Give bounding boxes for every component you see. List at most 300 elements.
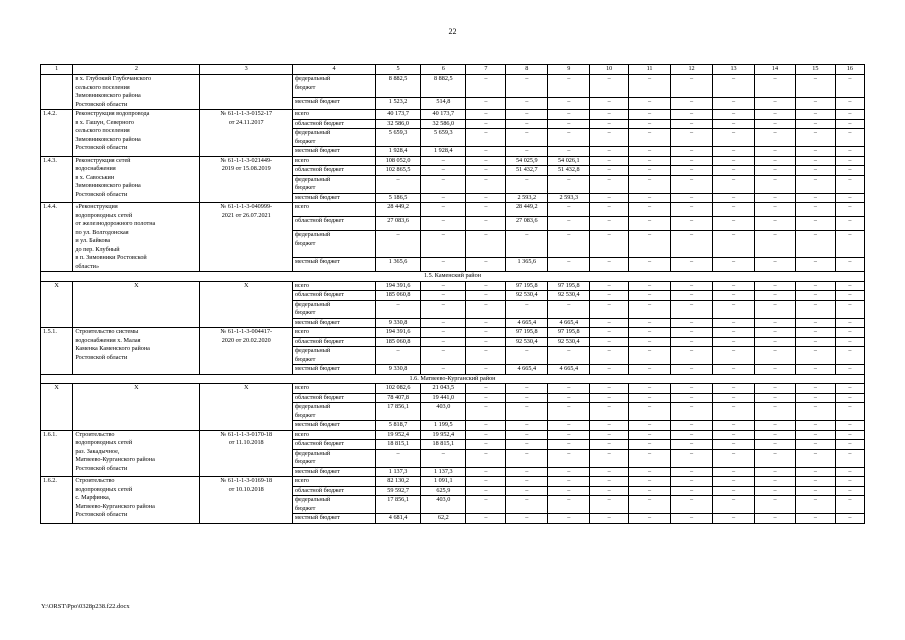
- amount-cell: –: [506, 175, 548, 193]
- amount-cell: –: [629, 156, 671, 166]
- amount-cell: –: [466, 328, 506, 338]
- amount-cell: –: [590, 217, 629, 231]
- amount-cell: –: [421, 337, 466, 347]
- amount-cell: –: [629, 203, 671, 217]
- amount-cell: –: [835, 97, 864, 109]
- amount-cell: –: [506, 421, 548, 431]
- amount-cell: –: [755, 166, 796, 176]
- amount-cell: –: [835, 231, 864, 258]
- amount-cell: –: [713, 514, 755, 524]
- amount-cell: –: [590, 300, 629, 318]
- funding-source: всего: [293, 328, 376, 338]
- amount-cell: –: [548, 421, 590, 431]
- amount-cell: –: [795, 318, 835, 328]
- amount-cell: –: [713, 393, 755, 403]
- amount-cell: –: [506, 347, 548, 365]
- amount-cell: 194 391,6: [375, 328, 420, 338]
- amount-cell: –: [375, 231, 420, 258]
- financing-table: [40, 64, 865, 524]
- amount-cell: –: [795, 486, 835, 496]
- amount-cell: 403,0: [421, 403, 466, 421]
- item-document: № 61-1-1-3-0169-18 от 10.10.2018: [200, 477, 293, 524]
- amount-cell: –: [755, 430, 796, 440]
- amount-cell: –: [466, 97, 506, 109]
- amount-cell: –: [629, 384, 671, 394]
- amount-cell: –: [835, 403, 864, 421]
- amount-cell: –: [713, 477, 755, 487]
- amount-cell: –: [795, 477, 835, 487]
- amount-cell: 1 091,1: [421, 477, 466, 487]
- amount-cell: –: [835, 318, 864, 328]
- amount-cell: –: [421, 217, 466, 231]
- funding-source: федеральный бюджет: [293, 75, 376, 98]
- amount-cell: –: [835, 421, 864, 431]
- amount-cell: –: [466, 217, 506, 231]
- funding-source: федеральный бюджет: [293, 403, 376, 421]
- amount-cell: –: [506, 393, 548, 403]
- funding-source: всего: [293, 477, 376, 487]
- amount-cell: –: [755, 193, 796, 203]
- amount-cell: –: [590, 403, 629, 421]
- amount-cell: –: [466, 440, 506, 450]
- column-number: 6: [421, 65, 466, 75]
- amount-cell: –: [590, 166, 629, 176]
- amount-cell: –: [375, 347, 420, 365]
- amount-cell: –: [755, 75, 796, 98]
- amount-cell: 9 330,8: [375, 365, 420, 375]
- amount-cell: 194 391,6: [375, 281, 420, 291]
- amount-cell: –: [466, 147, 506, 157]
- amount-cell: –: [629, 467, 671, 477]
- item-name: Строительство водопроводных сетей с. Марфинка, Матвеево-Курганского района Ростовской области: [73, 477, 200, 524]
- amount-cell: –: [466, 300, 506, 318]
- amount-cell: –: [713, 496, 755, 514]
- amount-cell: –: [466, 75, 506, 98]
- column-number: 5: [375, 65, 420, 75]
- amount-cell: –: [421, 166, 466, 176]
- amount-cell: –: [590, 110, 629, 120]
- amount-cell: –: [421, 365, 466, 375]
- amount-cell: –: [590, 97, 629, 109]
- amount-cell: –: [506, 440, 548, 450]
- amount-cell: –: [466, 486, 506, 496]
- amount-cell: –: [755, 119, 796, 129]
- amount-cell: –: [506, 75, 548, 98]
- amount-cell: –: [466, 291, 506, 301]
- amount-cell: –: [671, 300, 713, 318]
- amount-cell: 92 530,4: [548, 337, 590, 347]
- amount-cell: –: [629, 337, 671, 347]
- section-header-row: [41, 374, 865, 384]
- amount-cell: 40 173,7: [375, 110, 420, 120]
- item-document: № 61-1-1-3-004417- 2020 от 20.02.2020: [200, 328, 293, 375]
- amount-cell: 102 082,6: [375, 384, 420, 394]
- amount-cell: –: [466, 514, 506, 524]
- column-number: 13: [713, 65, 755, 75]
- amount-cell: –: [506, 467, 548, 477]
- amount-cell: –: [629, 110, 671, 120]
- amount-cell: –: [671, 514, 713, 524]
- amount-cell: –: [835, 300, 864, 318]
- amount-cell: –: [671, 365, 713, 375]
- amount-cell: –: [671, 403, 713, 421]
- amount-cell: –: [755, 477, 796, 487]
- amount-cell: –: [590, 477, 629, 487]
- amount-cell: 28 449,2: [506, 203, 548, 217]
- amount-cell: –: [466, 477, 506, 487]
- amount-cell: –: [713, 300, 755, 318]
- amount-cell: –: [466, 337, 506, 347]
- amount-cell: –: [671, 393, 713, 403]
- column-number: 9: [548, 65, 590, 75]
- amount-cell: –: [671, 231, 713, 258]
- amount-cell: –: [713, 467, 755, 477]
- funding-source: областной бюджет: [293, 486, 376, 496]
- amount-cell: 97 195,8: [548, 281, 590, 291]
- amount-cell: –: [466, 403, 506, 421]
- amount-cell: –: [795, 393, 835, 403]
- column-number: 1: [41, 65, 73, 75]
- amount-cell: 21 043,5: [421, 384, 466, 394]
- item-number: Х: [41, 384, 73, 431]
- amount-cell: –: [713, 217, 755, 231]
- amount-cell: –: [835, 257, 864, 271]
- section-header-row: [41, 272, 865, 282]
- amount-cell: –: [795, 110, 835, 120]
- amount-cell: –: [795, 175, 835, 193]
- amount-cell: –: [795, 217, 835, 231]
- amount-cell: –: [835, 384, 864, 394]
- amount-cell: 97 195,8: [506, 281, 548, 291]
- amount-cell: –: [629, 440, 671, 450]
- amount-cell: –: [466, 467, 506, 477]
- amount-cell: –: [548, 257, 590, 271]
- amount-cell: –: [590, 514, 629, 524]
- amount-cell: 97 195,8: [506, 328, 548, 338]
- amount-cell: –: [835, 193, 864, 203]
- amount-cell: –: [466, 347, 506, 365]
- amount-cell: 78 407,8: [375, 393, 420, 403]
- amount-cell: –: [548, 217, 590, 231]
- amount-cell: –: [421, 328, 466, 338]
- amount-cell: 185 060,8: [375, 337, 420, 347]
- amount-cell: –: [755, 110, 796, 120]
- amount-cell: –: [671, 430, 713, 440]
- amount-cell: –: [421, 281, 466, 291]
- amount-cell: –: [466, 129, 506, 147]
- amount-cell: –: [466, 166, 506, 176]
- amount-cell: –: [835, 217, 864, 231]
- amount-cell: 514,8: [421, 97, 466, 109]
- amount-cell: 32 586,0: [375, 119, 420, 129]
- amount-cell: –: [835, 430, 864, 440]
- amount-cell: 82 130,2: [375, 477, 420, 487]
- amount-cell: –: [506, 147, 548, 157]
- amount-cell: –: [835, 147, 864, 157]
- amount-cell: –: [590, 257, 629, 271]
- funding-source: федеральный бюджет: [293, 231, 376, 258]
- item-name: Реконструкция сетей водоснабжения в х. Савоськин Зимовниковского района Ростовской области: [73, 156, 200, 203]
- amount-cell: –: [713, 147, 755, 157]
- amount-cell: –: [795, 231, 835, 258]
- amount-cell: –: [835, 496, 864, 514]
- amount-cell: –: [506, 477, 548, 487]
- item-number: [41, 75, 73, 110]
- amount-cell: –: [835, 449, 864, 467]
- amount-cell: –: [671, 440, 713, 450]
- amount-cell: –: [590, 440, 629, 450]
- funding-source: областной бюджет: [293, 393, 376, 403]
- amount-cell: –: [421, 449, 466, 467]
- amount-cell: –: [466, 421, 506, 431]
- amount-cell: 5 659,3: [421, 129, 466, 147]
- amount-cell: –: [755, 231, 796, 258]
- amount-cell: –: [590, 486, 629, 496]
- amount-cell: 62,2: [421, 514, 466, 524]
- amount-cell: –: [713, 403, 755, 421]
- amount-cell: 403,0: [421, 496, 466, 514]
- amount-cell: –: [835, 393, 864, 403]
- amount-cell: –: [629, 328, 671, 338]
- amount-cell: –: [629, 281, 671, 291]
- amount-cell: 27 083,6: [375, 217, 420, 231]
- amount-cell: –: [755, 421, 796, 431]
- amount-cell: 1 365,6: [506, 257, 548, 271]
- table-body: [41, 65, 865, 524]
- amount-cell: –: [795, 257, 835, 271]
- table-row: [41, 477, 865, 487]
- amount-cell: 5 818,7: [375, 421, 420, 431]
- item-name: Х: [73, 384, 200, 431]
- amount-cell: –: [795, 97, 835, 109]
- amount-cell: –: [548, 231, 590, 258]
- amount-cell: –: [506, 119, 548, 129]
- column-number: 12: [671, 65, 713, 75]
- funding-source: областной бюджет: [293, 337, 376, 347]
- amount-cell: –: [506, 384, 548, 394]
- funding-source: местный бюджет: [293, 421, 376, 431]
- amount-cell: –: [713, 97, 755, 109]
- amount-cell: 2 593,2: [506, 193, 548, 203]
- amount-cell: –: [548, 147, 590, 157]
- amount-cell: –: [671, 421, 713, 431]
- amount-cell: –: [466, 393, 506, 403]
- amount-cell: –: [755, 291, 796, 301]
- amount-cell: –: [629, 403, 671, 421]
- amount-cell: –: [713, 318, 755, 328]
- amount-cell: –: [629, 257, 671, 271]
- amount-cell: –: [755, 365, 796, 375]
- amount-cell: –: [590, 175, 629, 193]
- amount-cell: –: [795, 347, 835, 365]
- amount-cell: –: [421, 318, 466, 328]
- amount-cell: –: [713, 110, 755, 120]
- amount-cell: –: [548, 514, 590, 524]
- funding-source: федеральный бюджет: [293, 175, 376, 193]
- amount-cell: –: [466, 430, 506, 440]
- amount-cell: –: [671, 147, 713, 157]
- amount-cell: –: [629, 365, 671, 375]
- amount-cell: 5 659,3: [375, 129, 420, 147]
- amount-cell: 1 365,6: [375, 257, 420, 271]
- amount-cell: –: [629, 300, 671, 318]
- amount-cell: –: [590, 421, 629, 431]
- amount-cell: –: [755, 129, 796, 147]
- amount-cell: –: [548, 203, 590, 217]
- amount-cell: 18 815,1: [421, 440, 466, 450]
- amount-cell: –: [713, 175, 755, 193]
- amount-cell: –: [795, 467, 835, 477]
- amount-cell: –: [671, 496, 713, 514]
- funding-source: всего: [293, 281, 376, 291]
- amount-cell: 625,9: [421, 486, 466, 496]
- amount-cell: –: [590, 291, 629, 301]
- amount-cell: –: [590, 496, 629, 514]
- amount-cell: –: [466, 257, 506, 271]
- item-name: Реконструкция водопровода в х. Гашун, Северного сельского поселения Зимовниковского района Ростовской области: [73, 110, 200, 157]
- amount-cell: –: [375, 300, 420, 318]
- item-document: № 61-1-1-3-0152-17 от 24.11.2017: [200, 110, 293, 157]
- amount-cell: –: [835, 347, 864, 365]
- amount-cell: –: [835, 440, 864, 450]
- amount-cell: –: [713, 449, 755, 467]
- item-number: 1.4.4.: [41, 203, 73, 272]
- amount-cell: –: [506, 231, 548, 258]
- amount-cell: –: [671, 119, 713, 129]
- amount-cell: 2 593,3: [548, 193, 590, 203]
- funding-source: федеральный бюджет: [293, 449, 376, 467]
- amount-cell: –: [671, 257, 713, 271]
- amount-cell: –: [629, 318, 671, 328]
- amount-cell: –: [466, 384, 506, 394]
- amount-cell: 17 856,1: [375, 496, 420, 514]
- amount-cell: –: [506, 430, 548, 440]
- amount-cell: 4 665,4: [548, 365, 590, 375]
- amount-cell: –: [671, 203, 713, 217]
- amount-cell: –: [755, 328, 796, 338]
- amount-cell: 17 856,1: [375, 403, 420, 421]
- amount-cell: –: [548, 110, 590, 120]
- amount-cell: 92 530,4: [506, 291, 548, 301]
- amount-cell: –: [671, 217, 713, 231]
- amount-cell: –: [671, 347, 713, 365]
- funding-source: всего: [293, 430, 376, 440]
- amount-cell: –: [713, 337, 755, 347]
- amount-cell: –: [671, 467, 713, 477]
- amount-cell: –: [590, 347, 629, 365]
- amount-cell: –: [755, 393, 796, 403]
- amount-cell: –: [671, 449, 713, 467]
- amount-cell: –: [835, 328, 864, 338]
- amount-cell: 108 052,0: [375, 156, 420, 166]
- amount-cell: –: [506, 403, 548, 421]
- amount-cell: –: [629, 147, 671, 157]
- funding-source: областной бюджет: [293, 440, 376, 450]
- funding-source: всего: [293, 203, 376, 217]
- amount-cell: –: [629, 496, 671, 514]
- item-name: Строительство системы водоснабжения х. Малая Каменка Каменского района Ростовской области: [73, 328, 200, 375]
- amount-cell: 8 882,5: [421, 75, 466, 98]
- amount-cell: –: [590, 156, 629, 166]
- amount-cell: –: [713, 365, 755, 375]
- amount-cell: –: [755, 514, 796, 524]
- amount-cell: –: [671, 318, 713, 328]
- amount-cell: –: [671, 337, 713, 347]
- amount-cell: –: [795, 365, 835, 375]
- amount-cell: –: [375, 449, 420, 467]
- amount-cell: –: [548, 129, 590, 147]
- amount-cell: –: [835, 365, 864, 375]
- amount-cell: –: [755, 449, 796, 467]
- amount-cell: –: [713, 203, 755, 217]
- amount-cell: –: [421, 193, 466, 203]
- amount-cell: –: [421, 257, 466, 271]
- amount-cell: –: [671, 193, 713, 203]
- amount-cell: –: [755, 203, 796, 217]
- amount-cell: –: [421, 156, 466, 166]
- amount-cell: –: [590, 75, 629, 98]
- amount-cell: –: [795, 440, 835, 450]
- item-document: Х: [200, 384, 293, 431]
- funding-source: местный бюджет: [293, 147, 376, 157]
- amount-cell: 1 523,2: [375, 97, 420, 109]
- table-row: [41, 281, 865, 291]
- column-number: 7: [466, 65, 506, 75]
- amount-cell: 54 025,9: [506, 156, 548, 166]
- amount-cell: –: [755, 486, 796, 496]
- amount-cell: –: [671, 110, 713, 120]
- page-number: 22: [448, 27, 457, 36]
- amount-cell: –: [421, 291, 466, 301]
- amount-cell: –: [835, 75, 864, 98]
- column-number: 14: [755, 65, 796, 75]
- amount-cell: –: [629, 514, 671, 524]
- amount-cell: –: [421, 231, 466, 258]
- amount-cell: 27 083,6: [506, 217, 548, 231]
- funding-source: местный бюджет: [293, 193, 376, 203]
- item-number: 1.6.2.: [41, 477, 73, 524]
- amount-cell: 102 865,5: [375, 166, 420, 176]
- funding-source: местный бюджет: [293, 467, 376, 477]
- amount-cell: –: [466, 156, 506, 166]
- amount-cell: –: [506, 129, 548, 147]
- funding-source: федеральный бюджет: [293, 129, 376, 147]
- amount-cell: –: [629, 119, 671, 129]
- amount-cell: 19 952,4: [421, 430, 466, 440]
- item-name: «Реконструкция водопроводных сетей от железнодорожного полотна по ул. Волгодонская и ул. Байкова до пер. Клубный в п. Зимовники Ростовской области»: [73, 203, 200, 272]
- amount-cell: –: [590, 147, 629, 157]
- amount-cell: –: [590, 119, 629, 129]
- funding-source: местный бюджет: [293, 365, 376, 375]
- funding-source: федеральный бюджет: [293, 347, 376, 365]
- item-name: в х. Глубокий Глубочанского сельского поселения Зимовниковского района Ростовской области: [73, 75, 200, 110]
- amount-cell: 19 952,4: [375, 430, 420, 440]
- amount-cell: –: [795, 166, 835, 176]
- amount-cell: –: [548, 449, 590, 467]
- funding-source: местный бюджет: [293, 257, 376, 271]
- amount-cell: –: [466, 119, 506, 129]
- amount-cell: –: [835, 514, 864, 524]
- amount-cell: –: [835, 281, 864, 291]
- amount-cell: –: [755, 175, 796, 193]
- item-document: № 61-1-1-3-021449- 2019 от 15.08.2019: [200, 156, 293, 203]
- amount-cell: –: [548, 486, 590, 496]
- amount-cell: –: [755, 147, 796, 157]
- amount-cell: –: [629, 217, 671, 231]
- funding-source: местный бюджет: [293, 514, 376, 524]
- amount-cell: –: [590, 193, 629, 203]
- amount-cell: 51 432,8: [548, 166, 590, 176]
